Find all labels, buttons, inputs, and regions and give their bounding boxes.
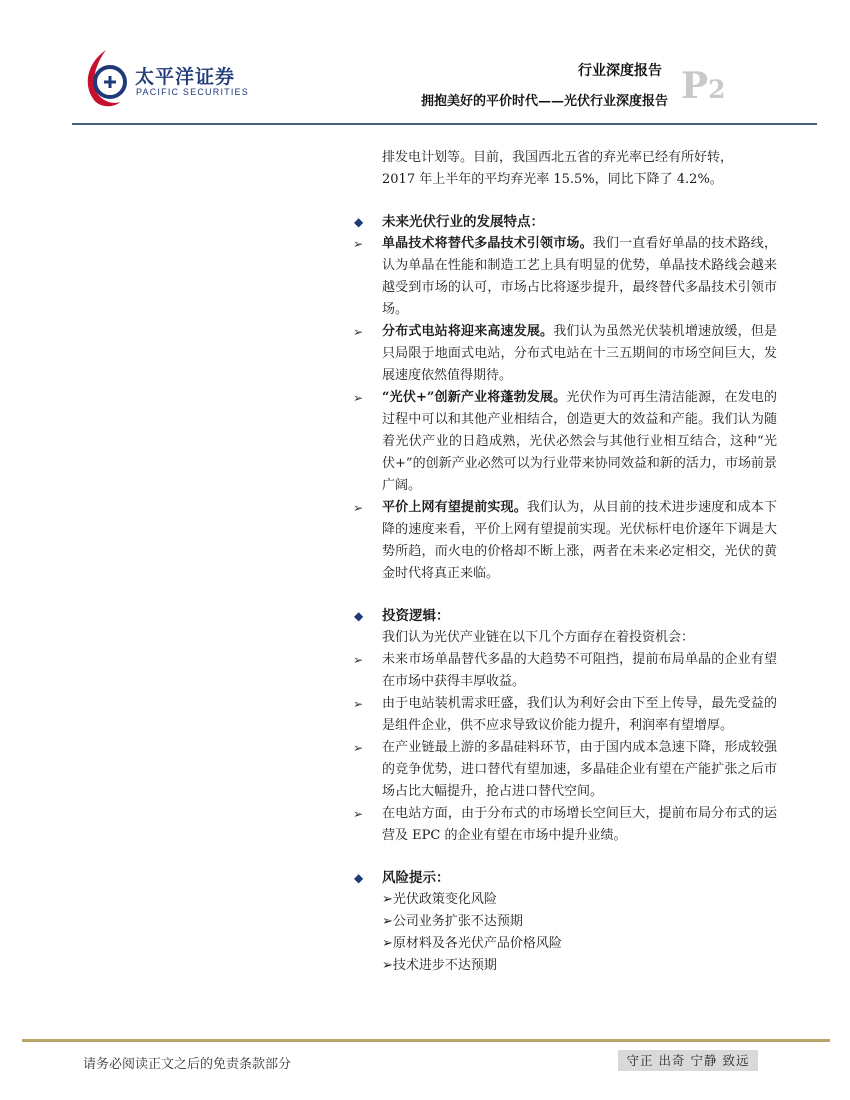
risk-item — [352, 889, 777, 911]
item-text: 由于电站装机需求旺盛，我们认为利好会由下至上传导，最先受益的是组件企业，供不应求导致议价能力提升，利润率有望增厚。 — [382, 696, 777, 733]
item-text: 我们认为虽然光伏装机增速放缓，但是只局限于地面式电站，分布式电站在十三五期间的市场空间巨大，发展速度依然值得期待。 — [382, 324, 777, 383]
intro-line: 排发电计划等。目前，我国西北五省的弃光率已经有所好转， — [382, 150, 734, 165]
section-heading-text: 风险提示： — [382, 870, 450, 886]
item-text: 我们一直看好单晶的技术路线，认为单晶在性能和制造工艺上具有明显的优势，单晶技术路线会越来越受到市场的认可，市场占比将逐步提升，最终替代多晶技术引领市场。 — [382, 236, 777, 317]
arrow-bullet-icon: ➢ — [353, 697, 364, 711]
item-lead: “光伏+”创新产业将蓬勃发展。 — [382, 390, 567, 405]
footer-motto: 守正 出奇 宁静 致远 — [618, 1050, 758, 1071]
arrow-bullet-icon: ➢ — [382, 892, 393, 907]
item-text: 我们认为，从目前的技术进步速度和成本下降的速度来看，平价上网有望提前实现。光伏标杆电价逐年下调是大势所趋，而火电的价格却不断上涨，两者在未来必定相交，光伏的黄金时代将真正来临。 — [382, 500, 777, 581]
risk-text: 原材料及各光伏产品价格风险 — [392, 936, 562, 951]
company-logo — [80, 44, 255, 114]
risk-item — [352, 955, 777, 977]
arrow-bullet-icon: ➢ — [353, 325, 364, 339]
risk-text: 光伏政策变化风险 — [392, 892, 497, 907]
report-category: 行业深度报告 — [578, 63, 662, 79]
list-item — [352, 497, 777, 585]
main-content — [352, 147, 777, 977]
list-item — [352, 803, 777, 847]
header-divider — [72, 123, 817, 125]
intro-line: 2017 年上半年的平均弃光率 15.5%，同比下降了 4.2%。 — [382, 172, 723, 187]
footer-divider — [22, 1039, 830, 1042]
diamond-bullet-icon: ◆ — [354, 215, 364, 229]
item-lead: 平价上网有望提前实现。 — [382, 500, 527, 515]
list-item — [352, 649, 777, 693]
risk-item — [352, 933, 777, 955]
logo-mark-icon — [80, 44, 132, 114]
item-text: 在产业链最上游的多晶硅料环节，由于国内成本急速下降，形成较强的竞争优势，进口替代有望加速，多晶硅企业有望在产能扩张之后市场占比大幅提升，抢占进口替代空间。 — [382, 740, 777, 799]
investment-lead: 我们认为光伏产业链在以下几个方面存在着投资机会： — [382, 630, 695, 645]
item-lead: 单晶技术将替代多晶技术引领市场。 — [382, 236, 593, 251]
list-item — [352, 387, 777, 497]
logo-name-en: PACIFIC SECURITIES — [136, 87, 249, 97]
page-letter: P — [681, 65, 709, 107]
arrow-bullet-icon: ➢ — [353, 501, 364, 515]
arrow-bullet-icon: ➢ — [353, 391, 364, 405]
item-lead: 分布式电站将迎来高速发展。 — [382, 324, 554, 339]
section-heading-risks — [352, 867, 777, 889]
section-heading-investment — [352, 605, 777, 627]
arrow-bullet-icon: ➢ — [382, 936, 393, 951]
list-item — [352, 693, 777, 737]
list-item — [352, 737, 777, 803]
report-title: 拥抱美好的平价时代——光伏行业深度报告 — [420, 94, 668, 109]
section-heading-text: 未来光伏行业的发展特点： — [382, 214, 544, 230]
arrow-bullet-icon: ➢ — [353, 653, 364, 667]
list-item — [352, 233, 777, 321]
item-text: 未来市场单晶替代多晶的大趋势不可阻挡，提前布局单晶的企业有望在市场中获得丰厚收益。 — [382, 652, 777, 689]
diamond-bullet-icon: ◆ — [354, 871, 364, 885]
diamond-bullet-icon: ◆ — [354, 609, 364, 623]
page-digit: 2 — [708, 75, 726, 104]
arrow-bullet-icon: ➢ — [353, 741, 364, 755]
item-text: 光伏作为可再生清洁能源，在发电的过程中可以和其他产业相结合，创造更大的效益和产能。我们认为随着光伏产业的日趋成熟，光伏必然会与其他行业相互结合，这种“光伏+”的创新产业必然可以为行业带来协同效益和新的活力，市场前景广阔。 — [382, 390, 777, 493]
section-heading-text: 投资逻辑： — [382, 608, 450, 624]
risk-item — [352, 911, 777, 933]
intro-paragraph — [352, 147, 777, 191]
arrow-bullet-icon: ➢ — [353, 807, 364, 821]
list-item — [352, 321, 777, 387]
logo-name-cn: 太平洋证券 — [135, 66, 236, 88]
page-number — [681, 65, 726, 107]
item-text: 在电站方面，由于分布式的市场增长空间巨大，提前布局分布式的运营及 EPC 的企业有望在市场中提升业绩。 — [382, 806, 777, 843]
arrow-bullet-icon: ➢ — [353, 237, 364, 251]
arrow-bullet-icon: ➢ — [382, 914, 393, 929]
footer-disclaimer: 请务必阅读正文之后的免责条款部分 — [83, 1057, 292, 1072]
section-heading-features — [352, 211, 777, 233]
risk-text: 公司业务扩张不达预期 — [392, 914, 523, 929]
risk-text: 技术进步不达预期 — [392, 958, 497, 973]
arrow-bullet-icon: ➢ — [382, 958, 393, 973]
